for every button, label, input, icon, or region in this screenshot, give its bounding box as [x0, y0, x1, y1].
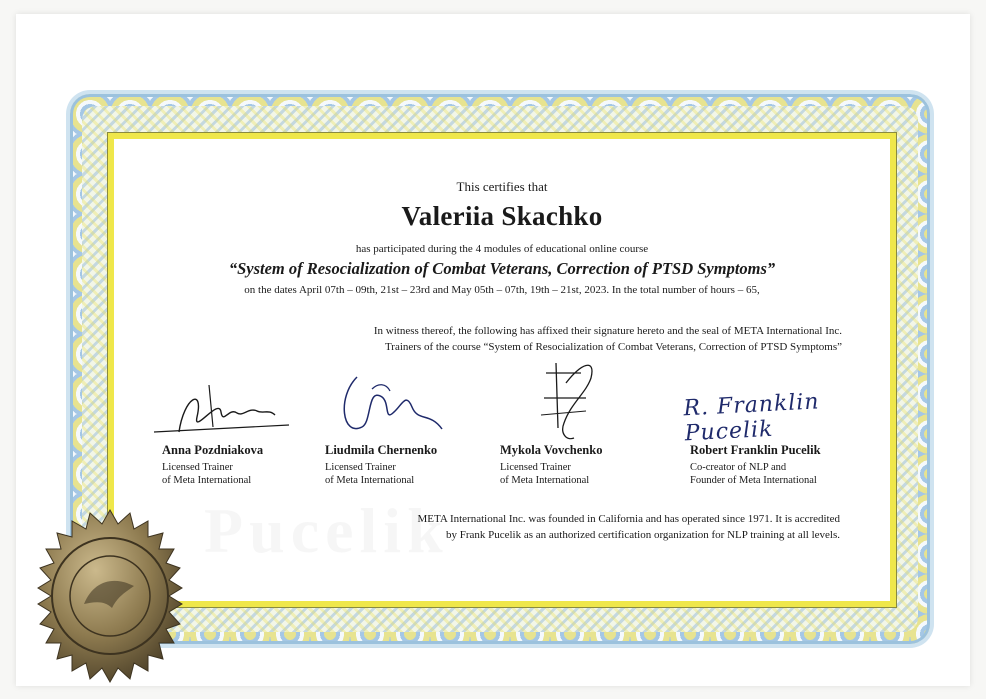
trainer-role: Licensed Trainer [325, 462, 396, 473]
trainer-org: of Meta International [500, 475, 590, 486]
witness-line-1: In witness thereof, the following has affixed their signature hereto and the seal of META International Inc. [373, 325, 842, 337]
witness-statement [374, 323, 842, 355]
trainer-org: of Meta International [325, 475, 415, 486]
accreditation-line-1: META International Inc. was founded in California and has operated since 1971. It is accredited [417, 513, 840, 525]
certificate-content [114, 139, 890, 601]
course-dates: on the dates April 07th – 09th, 21st – 23rd and May 05th – 07th, 19th – 21st, 2023. In the total number of hours – 65, [244, 284, 760, 296]
trainer-name: Anna Pozdniakova [162, 443, 264, 457]
trainer-card [325, 444, 437, 487]
certifies-text: This certifies that [456, 179, 548, 194]
trainer-name: Liudmila Chernenko [325, 443, 438, 457]
trainer-org: of Meta International [162, 475, 252, 486]
recipient-name: Valeriia Skachko [401, 201, 603, 231]
signature-chernenko [332, 367, 452, 443]
signature-vovchenko [526, 353, 606, 445]
accreditation-note [418, 511, 840, 543]
gold-seal-icon [22, 508, 198, 684]
trainer-role: Licensed Trainer [162, 462, 233, 473]
trainer-card [500, 444, 602, 487]
trainer-role: Co-creator of NLP and [690, 462, 787, 473]
signature-pucelik: R. Franklin Pucelik [682, 389, 821, 447]
participation-text: has participated during the 4 modules of educational online course [355, 243, 649, 255]
witness-line-2: Trainers of the course “System of Resocialization of Combat Veterans, Correction of PTSD Symptoms” [384, 341, 842, 353]
watermark [204, 494, 449, 568]
trainer-name: Mykola Vovchenko [500, 443, 603, 457]
accreditation-line-2: by Frank Pucelik as an authorized certification organization for NLP training at all levels. [445, 529, 840, 541]
trainer-role: Licensed Trainer [500, 462, 571, 473]
trainer-card [162, 444, 263, 487]
trainer-card [690, 444, 821, 487]
signature-pozdniakova [149, 377, 299, 443]
trainer-name: Robert Franklin Pucelik [690, 443, 821, 457]
course-title: “System of Resocialization of Combat Veterans, Correction of PTSD Symptoms” [228, 259, 776, 278]
trainer-org: Founder of Meta International [690, 475, 817, 486]
